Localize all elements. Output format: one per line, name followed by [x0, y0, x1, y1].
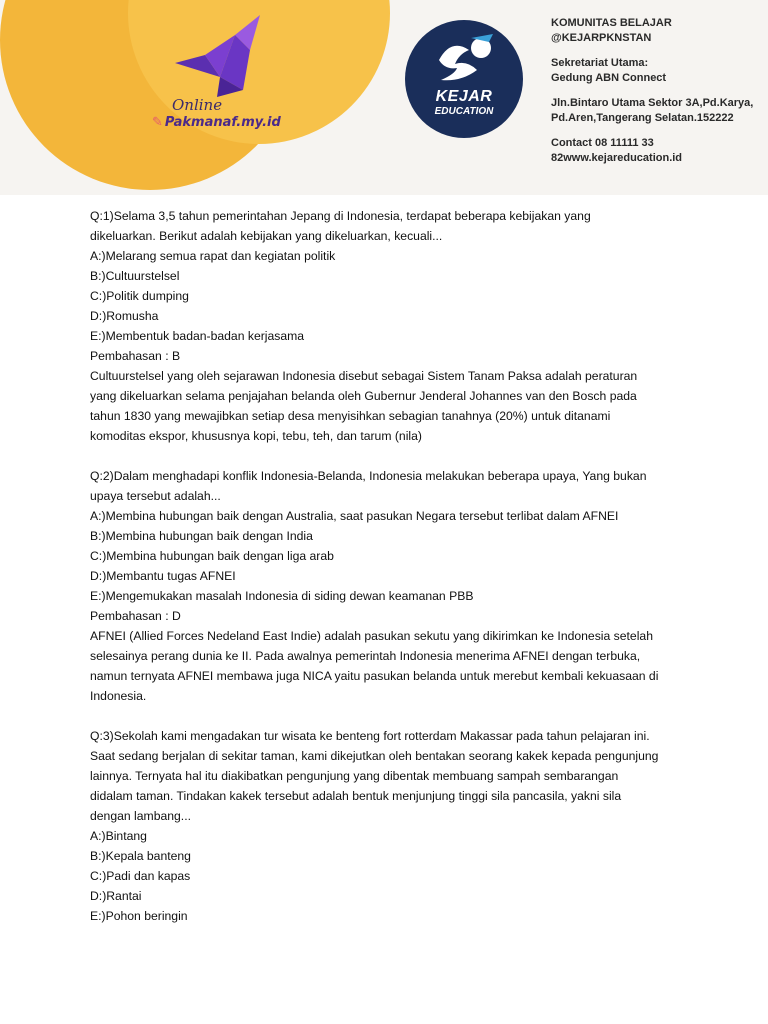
- answer-option: D:)Rantai: [90, 889, 142, 903]
- kejar-logo-name: KEJAR: [435, 88, 493, 105]
- question-text: Q:1)Selama 3,5 tahun pemerintahan Jepang di Indonesia, terdapat beberapa kebijakan yang: [90, 209, 591, 223]
- questions-content: [90, 206, 690, 946]
- explanation-text: komoditas ekspor, khususnya kopi, tebu, teh, dan tarum (nila): [90, 429, 422, 443]
- question-block: [90, 466, 690, 706]
- answer-option: E:)Membentuk badan-badan kerjasama: [90, 329, 305, 343]
- question-text: upaya tersebut adalah...: [90, 489, 221, 503]
- explanation-text: AFNEI (Allied Forces Nedeland East Indie) adalah pasukan sekutu yang dikirimkan ke Indonesia setelah: [90, 629, 653, 643]
- organization-info: [551, 16, 766, 165]
- logo-domain-text: Pakmanaf.my.id: [164, 115, 281, 130]
- header-banner: [0, 0, 768, 195]
- explanation-text: namun ternyata AFNEI membawa juga NICA yaitu pasukan belanda untuk merebut kembali kekuasaan di: [90, 669, 659, 683]
- kejar-logo-subtitle: EDUCATION: [434, 106, 494, 117]
- answer-key: Pembahasan : D: [90, 609, 181, 623]
- answer-option: B:)Cultuurstelsel: [90, 269, 180, 283]
- question-block: [90, 206, 690, 446]
- answer-key: Pembahasan : B: [90, 349, 181, 363]
- answer-option: B:)Kepala banteng: [90, 849, 191, 863]
- answer-option: A:)Melarang semua rapat dan kegiatan politik: [90, 249, 336, 263]
- community-title: KOMUNITAS BELAJAR: [551, 17, 672, 29]
- secretariat-label: Sekretariat Utama:: [551, 57, 649, 69]
- contact-website: 82www.kejareducation.id: [551, 151, 683, 164]
- explanation-text: tahun 1830 yang mewajibkan setiap desa menyisihkan sebagian tanahnya (20%) untuk ditanami: [90, 409, 611, 423]
- question-text: dikeluarkan. Berikut adalah kebijakan yang dikeluarkan, kecuali...: [90, 229, 443, 243]
- logo-domain: [152, 115, 281, 130]
- question-block: [90, 726, 690, 926]
- answer-option: D:)Membantu tugas AFNEI: [90, 569, 236, 583]
- answer-option: D:)Romusha: [90, 309, 159, 323]
- explanation-text: selesainya perang dunia ke II. Pada awalnya pemerintah Indonesia menerima AFNEI dengan terbuka,: [90, 649, 641, 663]
- pen-icon: ✎: [152, 115, 163, 130]
- community-handle: @KEJARPKNSTAN: [551, 31, 652, 44]
- question-text: dengan lambang...: [90, 809, 191, 823]
- address-line-2: Pd.Aren,Tangerang Selatan.152222: [551, 111, 734, 124]
- answer-option: E:)Pohon beringin: [90, 909, 188, 923]
- address-line-1: Jln.Bintaro Utama Sektor 3A,Pd.Karya,: [551, 97, 754, 109]
- contact-phone: Contact 08 11111 33: [551, 137, 654, 149]
- explanation-text: Indonesia.: [90, 689, 147, 703]
- logo-online-text: Online: [172, 96, 223, 114]
- question-text: didalam taman. Tindakan kakek tersebut adalah bentuk menjunjung tinggi sila pancasila, yakni sila: [90, 789, 622, 803]
- explanation-text: Cultuurstelsel yang oleh sejarawan Indonesia disebut sebagai Sistem Tanam Paksa adalah peraturan: [90, 369, 638, 383]
- secretariat-name: Gedung ABN Connect: [551, 71, 667, 84]
- kejar-education-logo: [405, 20, 523, 138]
- answer-option: C:)Membina hubungan baik dengan liga arab: [90, 549, 334, 563]
- question-text: Q:2)Dalam menghadapi konflik Indonesia-Belanda, Indonesia melakukan beberapa upaya, Yang bukan: [90, 469, 647, 483]
- answer-option: C:)Politik dumping: [90, 289, 189, 303]
- origami-bird-icon: [165, 15, 275, 105]
- answer-option: A:)Membina hubungan baik dengan Australia, saat pasukan Negara tersebut terlibat dalam AFNEI: [90, 509, 619, 523]
- answer-option: B:)Membina hubungan baik dengan India: [90, 529, 313, 543]
- answer-option: E:)Mengemukakan masalah Indonesia di siding dewan keamanan PBB: [90, 589, 474, 603]
- question-text: Saat sedang berjalan di sekitar taman, kami dikejutkan oleh bentakan seorang kakek kepada pengunjung: [90, 749, 659, 763]
- answer-option: A:)Bintang: [90, 829, 147, 843]
- answer-option: C:)Padi dan kapas: [90, 869, 191, 883]
- explanation-text: yang dikeluarkan selama penjajahan belanda oleh Gubernur Jenderal Johannes van den Bosch pada: [90, 389, 637, 403]
- question-text: lainnya. Ternyata hal itu diakibatkan pengunjung yang dibentak membuang sampah sembarangan: [90, 769, 619, 783]
- question-text: Q:3)Sekolah kami mengadakan tur wisata ke benteng fort rotterdam Makassar pada tahun pelajaran ini.: [90, 729, 650, 743]
- running-student-icon: [431, 30, 501, 92]
